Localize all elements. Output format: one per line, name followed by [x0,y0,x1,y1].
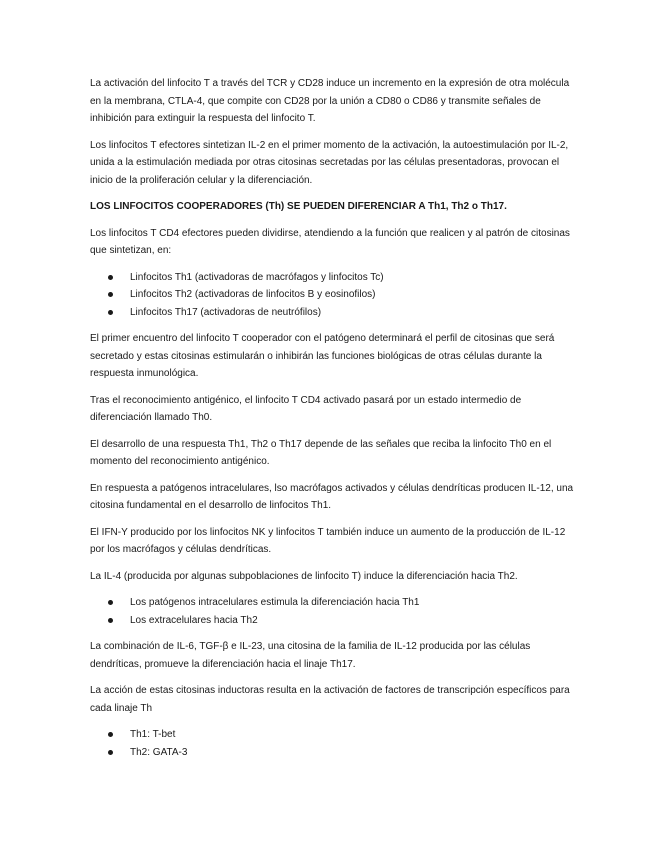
paragraph-il2: Los linfocitos T efectores sintetizan IL-2 en el primer momento de la activación, la autoestimulación por IL-2, unida a la estimulación mediada por otras citosinas secretadas por las células presentadoras, provocan el inicio de la proliferación celular y la diferenciación. [90,139,569,186]
paragraph-cd4-division: Los linfocitos T CD4 efectores pueden dividirse, atendiendo a la función que realicen y al patrón de citosinas que sintetizan, en: [90,227,570,256]
paragraph-il12: En respuesta a patógenos intracelulares, lso macrófagos activados y células dendríticas producen IL-12, una citosina fundamental en el desarrollo de linfocitos Th1. [90,482,574,511]
paragraph-th0: Tras el reconocimiento antigénico, el linfocito T CD4 activado pasará por un estado intermedio de diferenciación llamado Th0. [90,394,522,423]
list-item: Th1: T-bet [90,726,575,744]
paragraph-transcription-factors: La acción de estas citosinas inductoras resulta en la activación de factores de transcripción específicos para cada linaje Th [90,685,570,714]
list-item: Los patógenos intracelulares estimula la diferenciación hacia Th1 [90,594,575,612]
bullet-icon [108,750,113,755]
paragraph-th17: La combinación de IL-6, TGF-β e IL-23, una citosina de la familia de IL-12 producida por las células dendríticas, promueve la diferenciación hacia el linaje Th17. [90,641,531,670]
bullet-list-factors [90,726,575,761]
bullet-icon [108,275,113,280]
list-item: Linfocitos Th17 (activadoras de neutrófilos) [90,304,575,322]
section-heading: LOS LINFOCITOS COOPERADORES (Th) SE PUEDEN DIFERENCIAR A Th1, Th2 o Th17. [90,201,507,212]
bullet-icon [108,600,113,605]
bullet-list-th-types [90,269,575,322]
paragraph-ctla4: La activación del linfocito T a través del TCR y CD28 induce un incremento en la expresión de otra molécula en la membrana, CTLA-4, que compite con CD28 por la unión a CD80 o CD86 y transmite señales de inhibición para extinguir la respuesta del linfocito T. [90,78,570,124]
paragraph-il4: La IL-4 (producida por algunas subpoblaciones de linfocito T) induce la diferenciación hacia Th2. [90,570,518,582]
list-item: Linfocitos Th1 (activadoras de macrófagos y linfocitos Tc) [90,269,575,287]
bullet-icon [108,292,113,297]
paragraph-first-encounter: El primer encuentro del linfocito T cooperador con el patógeno determinará el perfil de citosinas que será secretado y estas citosinas estimularán o inhibirán las funciones biológicas de otras células durante la respuesta inmunológica. [90,333,555,379]
bullet-list-pathogens [90,594,575,629]
list-item: Los extracelulares hacia Th2 [90,612,575,630]
paragraph-ifn: El IFN-Y producido por los linfocitos NK y linfocitos T también induce un aumento de la producción de IL-12 por los macrófagos y células dendríticas. [90,526,566,555]
paragraph-response-development: El desarrollo de una respuesta Th1, Th2 o Th17 depende de las señales que reciba la linfocito Th0 en el momento del reconocimiento antigénico. [90,438,552,467]
list-item: Th2: GATA-3 [90,744,575,762]
bullet-icon [108,732,113,737]
bullet-icon [108,618,113,623]
bullet-icon [108,310,113,315]
list-item: Linfocitos Th2 (activadoras de linfocitos B y eosinofilos) [90,286,575,304]
